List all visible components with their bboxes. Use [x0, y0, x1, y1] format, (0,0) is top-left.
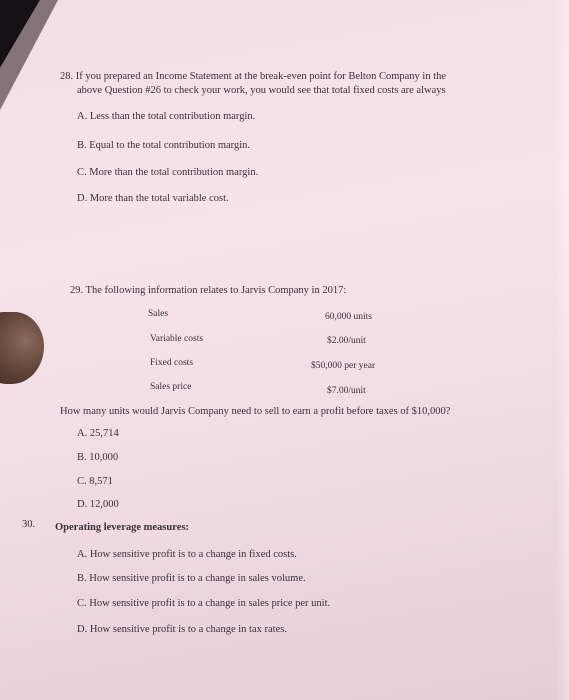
q29-value-sales: 60,000 units — [325, 312, 372, 322]
q30-option-d: D. How sensitive profit is to a change in tax rates. — [77, 624, 287, 635]
q30-option-b: B. How sensitive profit is to a change in sales volume. — [77, 573, 306, 584]
q29-label-sales: Sales — [148, 309, 169, 319]
q29-option-a: A. 25,714 — [77, 428, 119, 439]
q28-option-d: D. More than the total variable cost. — [77, 193, 229, 204]
q29-label-sales-price: Sales price — [150, 382, 192, 392]
q29-label-fixed-costs: Fixed costs — [150, 358, 194, 368]
q28-option-c: C. More than the total contribution margin. — [77, 167, 259, 178]
q29-value-variable-costs: $2.00/unit — [327, 336, 366, 346]
q29-option-b: B. 10,000 — [77, 452, 119, 463]
q29-intro: 29. The following information relates to Jarvis Company in 2017: — [70, 285, 347, 296]
q30-option-a: A. How sensitive profit is to a change in fixed costs. — [77, 549, 297, 560]
q29-value-fixed-costs: $50,000 per year — [311, 361, 376, 371]
q28-option-b: B. Equal to the total contribution margin. — [77, 140, 251, 151]
q28-option-a: A. Less than the total contribution margin. — [77, 111, 256, 122]
q29-option-d: D. 12,000 — [77, 499, 119, 510]
q28-line-1: 28. If you prepared an Income Statement at the break-even point for Belton Company in the — [60, 71, 447, 82]
q29-option-c: C. 8,571 — [77, 476, 113, 487]
q28-line-2: above Question #26 to check your work, you would see that total fixed costs are always — [77, 85, 446, 96]
q30-number: 30. — [22, 519, 36, 530]
q30-option-c: C. How sensitive profit is to a change in sales price per unit. — [77, 598, 331, 609]
q29-question: How many units would Jarvis Company need to sell to earn a profit before taxes of $10,000? — [60, 406, 451, 417]
q29-label-variable-costs: Variable costs — [150, 334, 204, 344]
paper-edge-highlight — [555, 0, 569, 700]
q30-stem: Operating leverage measures: — [55, 522, 189, 533]
q29-value-sales-price: $7.00/unit — [327, 386, 366, 396]
